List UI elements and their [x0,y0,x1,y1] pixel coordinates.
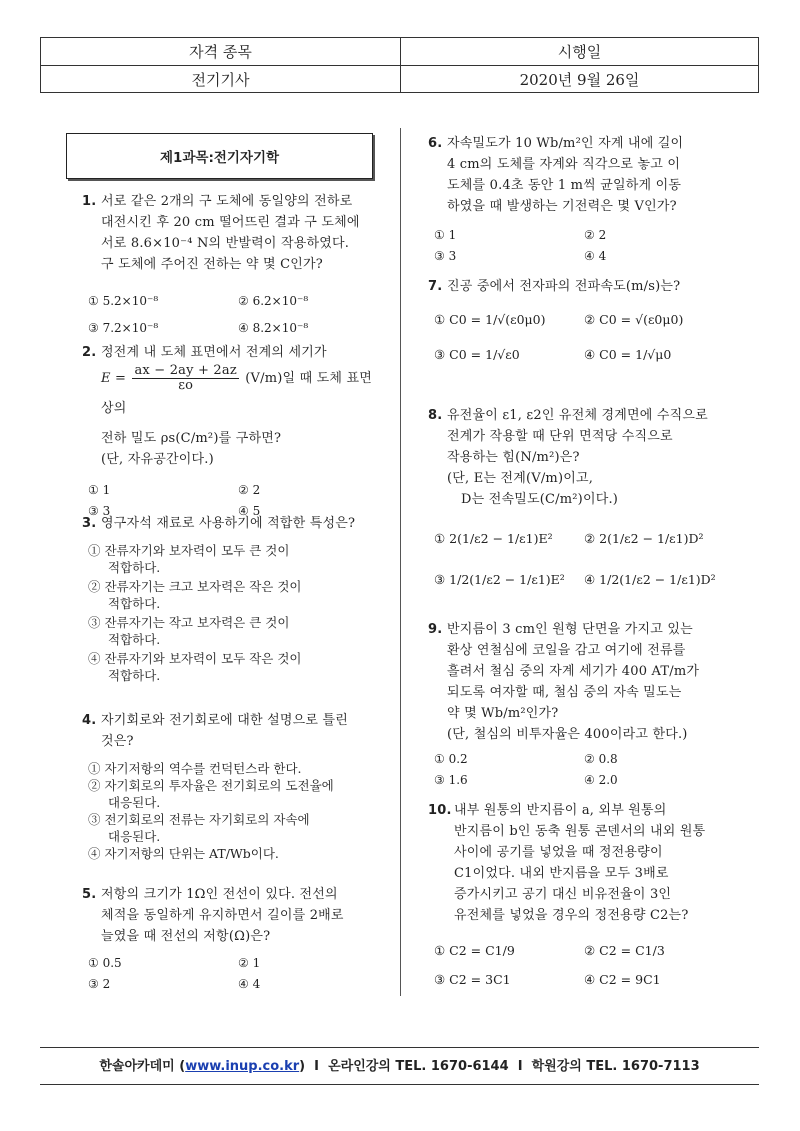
question-number: 10. [428,803,452,818]
footer-website-link[interactable]: www.inup.co.kr [185,1059,300,1074]
field-formula: $\frac{ax - 2ay + 2az}{\varepsilon o}$ [134,363,237,393]
question-number: 1. [82,194,97,209]
question-6 [428,133,748,267]
option-4: ④ 잔류자기와 보자력이 모두 작은 것이 적합하다. [88,651,302,683]
question-number: 3. [82,516,97,531]
question-line: 정전계 내 도체 표면에서 전계의 세기가 [101,345,327,360]
question-line: 도체를 0.4초 동안 1 m씩 균일하게 이동 [447,178,682,193]
question-line: 전계가 작용할 때 단위 면적당 수직으로 [447,429,673,444]
question-line: 작용하는 힘(N/m²)은? [447,450,580,465]
question-line: 저항의 크기가 1Ω인 전선이 있다. 전선의 [101,887,338,902]
question-line: 유전체를 넣었을 경우의 정전용량 C2는? [454,908,689,923]
option-1: ① C0 = 1/√(ε0μ0) [434,312,546,327]
section-title: 제1과목:전기자기학 [66,133,373,179]
exam-date-label: 시행일 [557,43,602,61]
question-line: 전하 밀도 ρs(C/m²)를 구하면? [101,431,282,446]
question-line: 하였을 때 발생하는 기전력은 몇 V인가? [447,199,677,214]
option-1: ① 자기저항의 역수를 컨덕턴스라 한다. [88,761,302,776]
option-3: ③ 3 [434,249,457,263]
formula-line: E = $\frac{ax - 2ay + 2az}{\varepsilon o}$ (V/m)일 때 도체 표면상의 [101,363,373,416]
question-number: 7. [428,279,443,294]
question-5 [82,884,382,995]
question-line: (단, E는 전계(V/m)이고, [447,471,594,486]
footer-online-phone: 온라인강의 TEL. 1670-6144 [328,1059,509,1074]
question-line: 사이에 공기를 넣었을 때 정전용량이 [454,845,663,860]
footer: 한솔아카데미 (www.inup.co.kr) I 온라인강의 TEL. 1670-6144 I 학원강의 TEL. 1670-7113 [99,1059,700,1074]
option-1: ① 0.2 [434,752,468,766]
qualification-label: 자격 종목 [41,38,401,65]
footer-separator: I [517,1059,523,1074]
option-3: ③ C0 = 1/√ε0 [434,347,520,362]
footer-top-rule [40,1047,759,1048]
question-line: 대전시킨 후 20 cm 떨어뜨린 결과 구 도체에 [101,215,360,230]
question-2 [82,342,382,522]
option-2: ② C2 = C1/3 [584,943,665,958]
option-1: ① C2 = C1/9 [434,943,515,958]
question-line: 흘려서 철심 중의 자계 세기가 400 AT/m가 [447,664,700,679]
footer-separator: I [314,1059,320,1074]
question-line: 늘였을 때 전선의 저항(Ω)은? [101,929,271,944]
option-3: ③ 3 [88,504,111,518]
question-line: 반지름이 b인 동축 원통 콘덴서의 내외 원통 [454,824,706,839]
question-line: 되도록 여자할 때, 철심 중의 자속 밀도는 [447,685,682,700]
option-1: ① 2(1/ε2 − 1/ε1)E² [434,531,553,546]
option-3: ③ 1.6 [434,773,468,787]
question-8 [428,405,748,590]
question-line: 구 도체에 주어진 전하는 약 몇 C인가? [101,257,323,272]
question-line: 4 cm의 도체를 자계와 직각으로 놓고 이 [447,157,681,172]
option-1: ① 0.5 [88,956,122,970]
qualification-value: 전기기사 [41,66,401,93]
option-4: ④ 자기저항의 단위는 AT/Wb이다. [88,846,279,861]
option-4: ④ 1/2(1/ε2 − 1/ε1)D² [584,572,716,587]
option-2: ② 2(1/ε2 − 1/ε1)D² [584,531,704,546]
question-line: 환상 연철심에 코일을 감고 여기에 전류를 [447,643,686,658]
question-4 [82,710,382,862]
question-line: 서로 8.6×10⁻⁴ N의 반발력이 작용하였다. [101,236,350,251]
option-2: ② 2 [238,483,261,497]
question-line: 증가시키고 공기 대신 비유전율이 3인 [454,887,672,902]
question-number: 8. [428,408,443,423]
option-1: ① 잔류자기와 보자력이 모두 큰 것이 적합하다. [88,543,290,575]
option-4: ④ 4 [238,977,261,991]
question-3 [82,513,382,684]
option-1: ① 1 [434,228,457,242]
question-1 [82,191,382,339]
question-line: 유전율이 ε1, ε2인 유전체 경계면에 수직으로 [447,408,708,423]
question-line: 약 몇 Wb/m²인가? [447,706,559,721]
option-4: ④ C2 = 9C1 [584,972,661,987]
option-3: ③ 잔류자기는 작고 보자력은 큰 것이 적합하다. [88,615,290,647]
option-4: ④ C0 = 1/√μ0 [584,347,672,362]
question-line: (단, 자유공간이다.) [101,452,214,467]
option-3: ③ 2 [88,977,111,991]
question-line: (단, 철심의 비투자율은 400이라고 한다.) [447,727,688,742]
question-10 [428,800,748,990]
option-2: ② 0.8 [584,752,618,766]
question-number: 4. [82,713,97,728]
question-number: 2. [82,345,97,360]
question-9 [428,619,748,791]
option-2: ② 1 [238,956,261,970]
option-3: ③ 1/2(1/ε2 − 1/ε1)E² [434,572,565,587]
question-number: 5. [82,887,97,902]
option-3: ③ 7.2×10⁻⁸ [88,321,159,335]
option-4: ④ 5 [238,504,261,518]
option-2: ② 자기회로의 투자율은 전기회로의 도전율에 대응된다. [88,778,334,810]
option-1: ① 1 [88,483,111,497]
option-4: ④ 4 [584,249,607,263]
footer-offline-phone: 학원강의 TEL. 1670-7113 [531,1059,700,1074]
column-divider [400,128,401,996]
question-7 [428,276,748,365]
option-2: ② 6.2×10⁻⁸ [238,294,309,308]
question-line: 서로 같은 2개의 구 도체에 동일양의 전하로 [101,194,353,209]
option-3: ③ C2 = 3C1 [434,972,511,987]
question-number: 6. [428,136,443,151]
option-3: ③ 전기회로의 전류는 자기회로의 자속에 대응된다. [88,812,310,844]
footer-bottom-rule [40,1084,759,1085]
question-line: D는 전속밀도(C/m²)이다.) [461,492,619,507]
option-1: ① 5.2×10⁻⁸ [88,294,159,308]
question-line: 자속밀도가 10 Wb/m²인 자계 내에 길이 [447,136,684,151]
question-line: 체적을 동일하게 유지하면서 길이를 2배로 [101,908,344,923]
option-2: ② 잔류자기는 크고 보자력은 작은 것이 적합하다. [88,579,302,611]
question-number: 9. [428,622,443,637]
question-line: 내부 원통의 반지름이 a, 외부 원통의 [454,803,667,818]
question-line: C1이었다. 내외 반지름을 모두 3배로 [454,866,669,881]
footer-brand: 한솔아카데미 [99,1059,175,1074]
question-line: 영구자석 재료로 사용하기에 적합한 특성은? [101,516,356,531]
option-4: ④ 8.2×10⁻⁸ [238,321,309,335]
option-2: ② C0 = √(ε0μ0) [584,312,684,327]
option-2: ② 2 [584,228,607,242]
question-line: 진공 중에서 전자파의 전파속도(m/s)는? [447,279,681,294]
exam-info-table [40,37,759,93]
question-line: 반지름이 3 cm인 원형 단면을 가지고 있는 [447,622,693,637]
question-line: 것은? [101,734,134,749]
question-line: 자기회로와 전기회로에 대한 설명으로 틀린 [101,713,348,728]
option-4: ④ 2.0 [584,773,618,787]
exam-date-value: 2020년 9월 26일 [519,71,640,89]
